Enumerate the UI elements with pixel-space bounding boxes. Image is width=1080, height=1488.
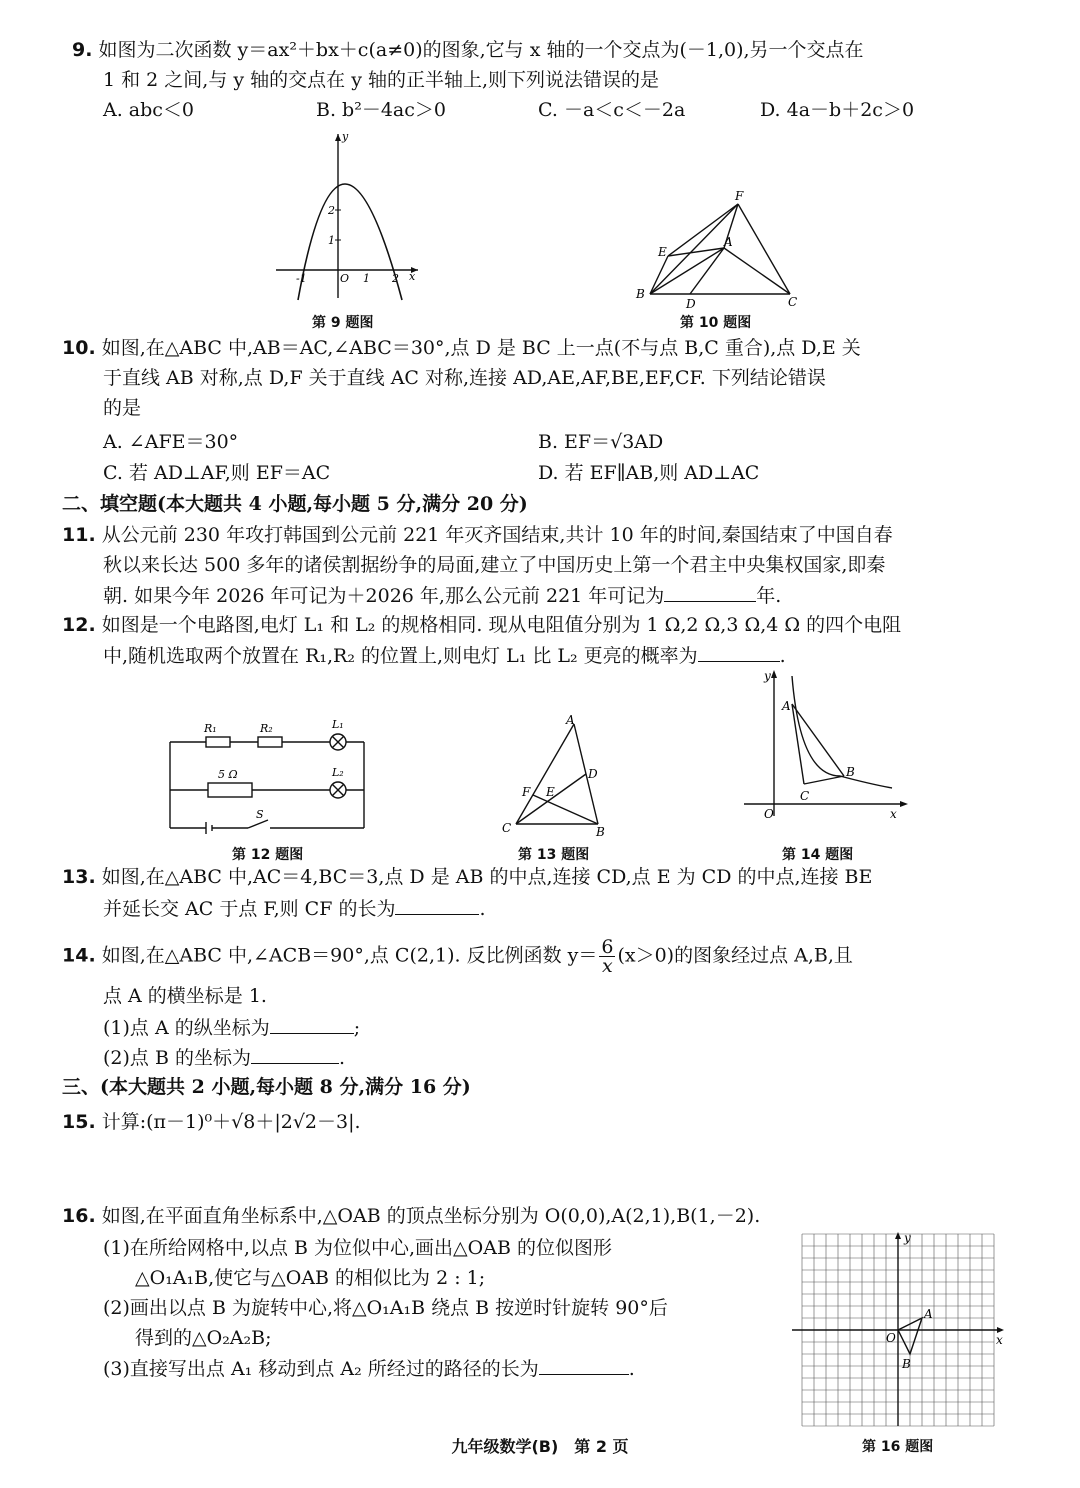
q9-line1 — [72, 36, 864, 64]
tick-label-2: 2 — [392, 272, 399, 285]
label-l1: L₁ — [332, 718, 344, 731]
question-number: 14. — [62, 944, 96, 967]
q11-line2: 秋以来长达 500 多年的诸侯割据纷争的局面,建立了中国历史上第一个君主中央集权国家,即秦 — [103, 554, 886, 576]
q13-answer-blank[interactable] — [395, 894, 479, 915]
q12-text-2: 中,随机选取两个放置在 R₁,R₂ 的位置上,则电灯 L₁ 比 L₂ 更亮的概率为 — [103, 645, 698, 667]
figure-10-triangle — [628, 186, 808, 312]
page-footer: 九年级数学(B) 第 2 页 — [451, 1437, 629, 1456]
q10-line1 — [62, 334, 861, 362]
point-label-d: D — [588, 767, 598, 781]
q10-option-d: D. 若 EF∥AB,则 AD⊥AC — [538, 462, 760, 484]
tick-label-y1: 1 — [328, 234, 335, 247]
label-5ohm: 5 Ω — [218, 768, 238, 781]
y-axis-arrow — [771, 670, 777, 678]
figure-14-graph — [740, 666, 910, 826]
q13-line2 — [103, 894, 486, 923]
point-label-a: A — [724, 235, 733, 249]
fraction-denominator: x — [602, 955, 613, 977]
q15-text: 计算:(π－1)⁰＋√8＋|2√2－3|. — [101, 1111, 361, 1133]
q16-sub3-end: . — [628, 1358, 635, 1380]
segment-ad — [690, 248, 724, 294]
figure-12-circuit — [160, 712, 380, 838]
point-label-b: B — [596, 825, 605, 839]
q14-text-1b: (x＞0)的图象经过点 A,B,且 — [617, 944, 853, 967]
parabola-curve — [298, 184, 402, 300]
point-label-c: C — [788, 295, 798, 309]
q11-line1 — [62, 521, 893, 549]
figure-9-caption: 第 9 题图 — [312, 315, 374, 331]
label-r1: R₁ — [204, 722, 217, 735]
y-axis-label: y — [764, 669, 771, 683]
q14-sub1-end: ; — [353, 1017, 361, 1039]
figure-13-triangle — [494, 712, 624, 840]
segment-ac — [792, 704, 804, 784]
q13-text-2-end: . — [479, 898, 486, 920]
y-axis-label: y — [904, 1231, 911, 1245]
tick-label-neg1: -1 — [296, 272, 307, 285]
q10-text-1: 如图,在△ABC 中,AB＝AC,∠ABC＝30°,点 D 是 BC 上一点(不与点 B,C 重合),点 D,E 关 — [101, 337, 861, 359]
q16-sub2a: (2)画出以点 B 为旋转中心,将△O₁A₁B 绕点 B 按逆时针旋转 90°后 — [103, 1297, 668, 1319]
x-axis-label: x — [890, 807, 897, 821]
point-label-c: C — [502, 821, 512, 835]
question-number: 15. — [62, 1111, 96, 1133]
q14-sub2-blank[interactable] — [251, 1043, 339, 1064]
q16-sub3 — [103, 1354, 635, 1383]
q10-option-c: C. 若 AD⊥AF,则 EF＝AC — [103, 462, 331, 484]
q10-line3: 的是 — [103, 397, 142, 419]
q10-option-b: B. EF＝√3AD — [538, 431, 664, 453]
question-number: 16. — [62, 1205, 96, 1227]
q14-sub2-end: . — [338, 1047, 346, 1069]
point-label-b: B — [846, 765, 855, 779]
figure-16-grid — [792, 1230, 1012, 1430]
point-label-a: A — [924, 1307, 933, 1321]
q16-sub3-text: (3)直接写出点 A₁ 移动到点 A₂ 所经过的路径的长为 — [103, 1358, 539, 1380]
y-axis-arrow — [335, 134, 341, 141]
q16-answer-blank[interactable] — [539, 1354, 629, 1375]
q9-option-b: B. b²－4ac＞0 — [316, 99, 446, 121]
q16-sub1a: (1)在所给网格中,以点 B 为位似中心,画出△OAB 的位似图形 — [103, 1237, 612, 1259]
q9-option-c: C. －a＜c＜－2a — [538, 99, 686, 121]
q11-answer-blank[interactable] — [664, 581, 756, 602]
point-label-e: E — [658, 245, 667, 259]
q14-sub1 — [103, 1013, 360, 1042]
segment-cb — [804, 776, 844, 784]
figure-14-caption: 第 14 题图 — [782, 847, 854, 863]
q9-text-1: 如图为二次函数 y＝ax²＋bx＋c(a≠0)的图象,它与 x 轴的一个交点为(－1,0),另一个交点在 — [98, 39, 864, 61]
q14-sub2-text: (2)点 B 的坐标为 — [103, 1047, 251, 1069]
point-label-a: A — [566, 713, 575, 727]
resistor-5ohm — [208, 783, 252, 797]
origin-label: O — [764, 807, 774, 821]
point-label-f: F — [735, 189, 744, 203]
figure-9-parabola — [268, 128, 428, 308]
section-2-title: 二、填空题(本大题共 4 小题,每小题 5 分,满分 20 分) — [62, 493, 528, 515]
q14-sub2 — [103, 1043, 345, 1072]
q14-text-1a: 如图,在△ABC 中,∠ACB＝90°,点 C(2,1). 反比例函数 y＝ — [101, 944, 598, 967]
question-number: 13. — [62, 866, 96, 888]
label-l2: L₂ — [332, 766, 344, 779]
q11-line3 — [103, 581, 781, 610]
figure-16-caption: 第 16 题图 — [862, 1439, 934, 1455]
q16-sub1b: △O₁A₁B,使它与△OAB 的相似比为 2 : 1; — [135, 1267, 486, 1289]
q12-line1 — [62, 611, 901, 639]
q11-text-3-end: 年. — [756, 585, 782, 607]
point-label-c: C — [800, 789, 810, 803]
q16-line1 — [62, 1202, 760, 1230]
tick-label-y2: 2 — [328, 204, 335, 217]
q10-option-a: A. ∠AFE＝30° — [103, 431, 239, 453]
y-axis-label: y — [342, 130, 349, 143]
origin-label: O — [886, 1331, 896, 1345]
q12-line2 — [103, 641, 786, 670]
question-number: 9. — [72, 39, 93, 61]
q11-text-3: 朝. 如果今年 2026 年可记为＋2026 年,那么公元前 221 年可记为 — [103, 585, 665, 607]
q14-sub1-text: (1)点 A 的纵坐标为 — [103, 1017, 270, 1039]
label-switch: S — [256, 808, 264, 821]
segment-ac — [724, 248, 790, 294]
q13-line1 — [62, 863, 872, 891]
y-axis-arrow — [895, 1232, 901, 1239]
q14-sub1-blank[interactable] — [270, 1013, 354, 1034]
q15-line — [62, 1108, 361, 1136]
q9-option-d: D. 4a－b＋2c＞0 — [760, 99, 915, 121]
point-label-a: A — [782, 699, 791, 713]
q16-sub2b: 得到的△O₂A₂B; — [135, 1327, 272, 1349]
hyperbola-curve — [792, 676, 892, 788]
resistor-r1 — [206, 737, 230, 747]
q13-text-1: 如图,在△ABC 中,AC＝4,BC＝3,点 D 是 AB 的中点,连接 CD,点 E 为 CD 的中点,连接 BE — [101, 866, 873, 888]
x-axis-label: x — [996, 1333, 1003, 1347]
q13-text-2: 并延长交 AC 于点 F,则 CF 的长为 — [103, 898, 396, 920]
section-3-title: 三、(本大题共 2 小题,每小题 8 分,满分 16 分) — [62, 1076, 471, 1098]
x-axis-label: x — [409, 270, 416, 283]
segment-cd — [516, 774, 586, 824]
point-label-d: D — [686, 297, 696, 311]
origin-label: O — [340, 272, 350, 285]
figure-12-caption: 第 12 题图 — [232, 847, 304, 863]
q11-text-1: 从公元前 230 年攻打韩国到公元前 221 年灭齐国结束,共计 10 年的时间,秦国结束了中国自春 — [101, 524, 893, 546]
resistor-r2 — [258, 737, 282, 747]
segment-fc — [738, 204, 790, 294]
question-number: 11. — [62, 524, 96, 546]
q9-line2: 1 和 2 之间,与 y 轴的交点在 y 轴的正半轴上,则下列说法错误的是 — [103, 69, 660, 91]
segment-bf — [533, 795, 598, 824]
switch-s — [248, 820, 268, 828]
question-number: 10. — [62, 337, 96, 359]
q14-line1 — [62, 938, 853, 975]
point-label-b: B — [636, 287, 645, 301]
q12-answer-blank[interactable] — [698, 641, 780, 662]
q16-text-1: 如图,在平面直角坐标系中,△OAB 的顶点坐标分别为 O(0,0),A(2,1),B(1,－2). — [101, 1205, 761, 1227]
q14-fraction — [599, 938, 615, 975]
figure-10-caption: 第 10 题图 — [680, 315, 752, 331]
point-label-f: F — [522, 785, 531, 799]
question-number: 12. — [62, 614, 96, 636]
label-r2: R₂ — [260, 722, 273, 735]
x-axis-arrow — [900, 801, 908, 807]
fraction-numerator: 6 — [601, 936, 614, 958]
point-label-e: E — [546, 785, 555, 799]
figure-13-caption: 第 13 题图 — [518, 847, 590, 863]
q12-text-2-end: . — [779, 645, 786, 667]
q14-line2: 点 A 的横坐标是 1. — [103, 985, 267, 1007]
q12-text-1: 如图是一个电路图,电灯 L₁ 和 L₂ 的规格相同. 现从电阻值分别为 1 Ω,2 Ω,3 Ω,4 Ω 的四个电阻 — [101, 614, 902, 636]
q10-line2: 于直线 AB 对称,点 D,F 关于直线 AC 对称,连接 AD,AE,AF,BE,EF,CF. 下列结论错误 — [103, 367, 826, 389]
point-label-b: B — [902, 1357, 911, 1371]
q9-option-a: A. abc＜0 — [103, 99, 195, 121]
tick-label-1: 1 — [363, 272, 370, 285]
